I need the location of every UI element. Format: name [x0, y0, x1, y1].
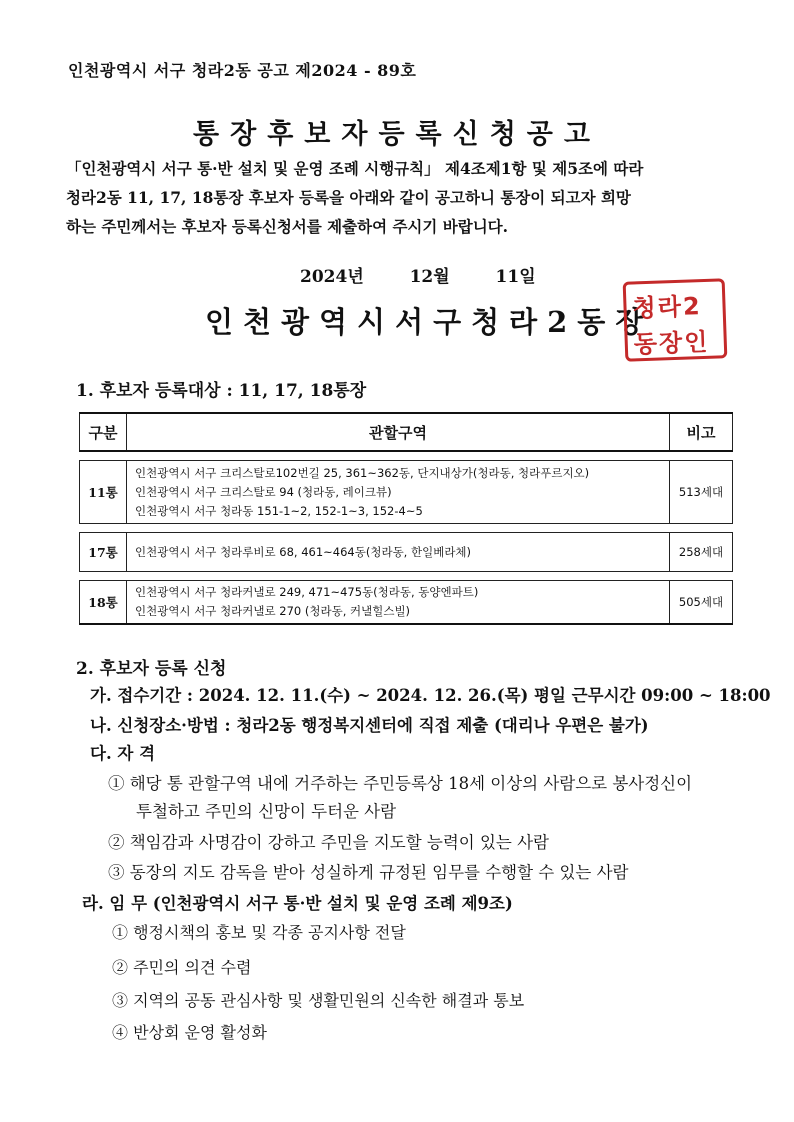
duty-2: ② 주민의 의견 수렴	[112, 958, 252, 977]
section-2-heading: 2. 후보자 등록 신청	[76, 659, 227, 679]
document-title: 통장후보자등록신청공고	[193, 119, 601, 150]
addr-line: 인천광역시 서구 청라커낼로 249, 471~475동(청라동, 동양엔파트)	[135, 585, 479, 599]
date-month: 12월	[409, 267, 450, 287]
application-period: 가. 접수기간 : 2024. 12. 11.(수) ~ 2024. 12. 26.(목) 평일 근무시간 09:00 ~ 18:00	[90, 686, 771, 705]
notice-date	[300, 262, 536, 287]
qualification-heading: 다. 자 격	[90, 744, 156, 763]
date-day: 11일	[495, 267, 536, 287]
header-area: 관할구역	[127, 413, 670, 451]
seal-text-bottom: 동장인	[633, 327, 710, 359]
date-year: 2024년	[300, 267, 364, 287]
table-row	[80, 461, 733, 524]
addr-line: 인천광역시 서구 크리스탈로 94 (청라동, 레이크뷰)	[135, 484, 392, 499]
official-seal	[623, 278, 728, 362]
qualification-1-cont: 투철하고 주민의 신망이 두터운 사람	[136, 802, 397, 821]
row-gu: 18통	[80, 581, 127, 625]
table-row	[80, 533, 733, 572]
notice-number: 인천광역시 서구 청라2동 공고 제2024 - 89호	[68, 61, 417, 80]
addr-line: 인천광역시 서구 청라루비로 68, 461~464동(청라동, 한일베라체)	[135, 544, 472, 559]
duty-heading: 라. 임 무 (인천광역시 서구 통·반 설치 및 운영 조례 제9조)	[82, 894, 513, 913]
issuer-name: 인천광역시서구청라2동장	[205, 305, 654, 339]
header-note: 비고	[670, 413, 733, 451]
section-1-heading: 1. 후보자 등록대상 : 11, 17, 18통장	[76, 381, 367, 401]
intro-line-2: 청라2동 11, 17, 18통장 후보자 등록을 아래와 같이 공고하니 통장이 되고자 희망	[66, 188, 631, 207]
row-addr	[127, 461, 670, 524]
row-note: 513세대	[670, 461, 733, 524]
jurisdiction-table	[79, 412, 733, 625]
intro-line-3: 하는 주민께서는 후보자 등록신청서를 제출하여 주시기 바랍니다.	[66, 217, 509, 236]
intro-paragraph	[66, 154, 746, 241]
row-gu: 17통	[80, 533, 127, 572]
table-header-row	[80, 413, 733, 451]
row-note: 505세대	[670, 581, 733, 625]
duty-4: ④ 반상회 운영 활성화	[112, 1023, 267, 1042]
qualification-1: ① 해당 통 관할구역 내에 거주하는 주민등록상 18세 이상의 사람으로 봉사정신이	[108, 774, 693, 793]
seal-text-top: 청라2	[632, 292, 703, 323]
application-place: 나. 신청장소·방법 : 청라2동 행정복지센터에 직접 제출 (대리나 우편은 불가)	[90, 716, 649, 735]
addr-line: 인천광역시 서구 크리스탈로102번길 25, 361~362동, 단지내상가(청라동, 청라푸르지오)	[135, 465, 590, 480]
row-gu: 11통	[80, 461, 127, 524]
row-note: 258세대	[670, 533, 733, 572]
duty-3: ③ 지역의 공동 관심사항 및 생활민원의 신속한 해결과 통보	[112, 991, 525, 1010]
addr-line: 인천광역시 서구 청라커낼로 270 (청라동, 커낼힐스빌)	[135, 604, 411, 618]
intro-line-1: 「인천광역시 서구 통·반 설치 및 운영 조례 시행규칙」 제4조제1항 및 제5조에 따라	[66, 159, 644, 178]
table-row	[80, 581, 733, 625]
qualification-2: ② 책임감과 사명감이 강하고 주민을 지도할 능력이 있는 사람	[108, 833, 549, 852]
row-addr	[127, 533, 670, 572]
duty-1: ① 행정시책의 홍보 및 각종 공지사항 전달	[112, 923, 406, 942]
qualification-3: ③ 동장의 지도 감독을 받아 성실하게 규정된 임무를 수행할 수 있는 사람	[108, 863, 629, 882]
addr-line: 인천광역시 서구 청라동 151-1~2, 152-1~3, 152-4~5	[135, 503, 423, 518]
header-gubun: 구분	[80, 413, 127, 451]
row-addr	[127, 581, 670, 625]
